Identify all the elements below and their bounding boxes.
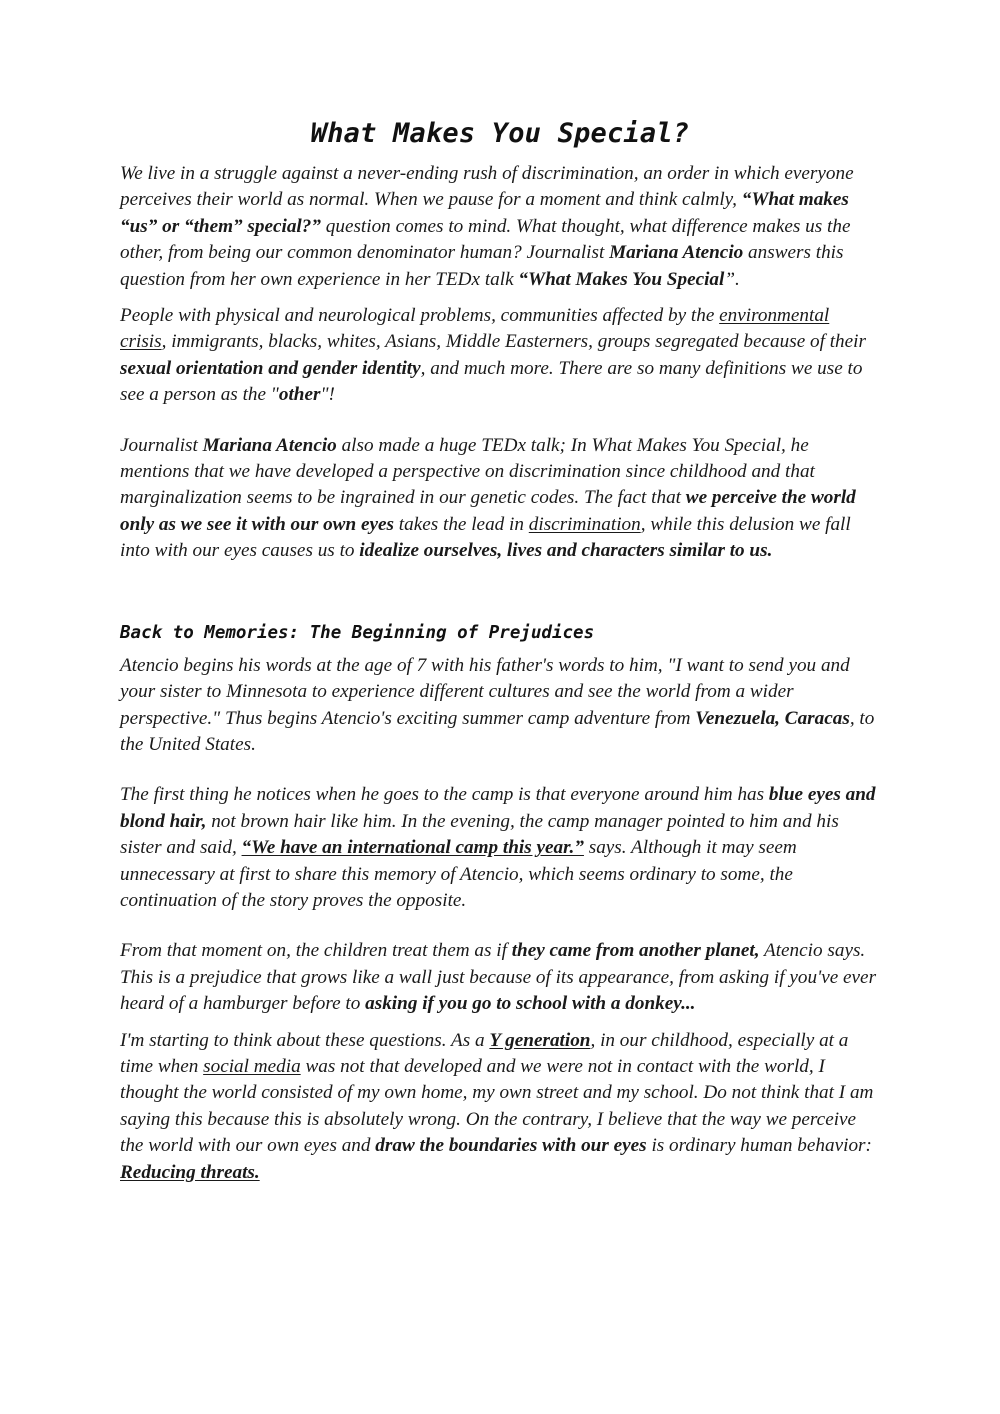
text-run: says. Although it may seem unnecessary at first to share this memory of Atencio, which seems ordinary to some, the continuation of the story proves the opposite. xyxy=(120,837,797,911)
text-run: Atencio says. This is a prejudice that grows like a wall just because of its appearance, from asking if you've ever heard of a hamburger before to xyxy=(120,940,877,1015)
text-run: , and much more. There are so many definitions we use to see a person as the " xyxy=(120,357,863,406)
text-run: , in our childhood, especially at a time when xyxy=(120,1029,849,1077)
bold-underlined-quote: “We have an international camp this year.” xyxy=(241,837,584,859)
underlined-link[interactable]: environmental crisis xyxy=(120,305,830,353)
text-run: takes the lead in xyxy=(393,513,529,535)
bold-text: other xyxy=(278,384,321,406)
underlined-link[interactable]: discrimination xyxy=(528,513,641,535)
document-page xyxy=(120,118,880,1186)
bold-text: we perceive the world only as we see it with our own eyes xyxy=(120,487,856,535)
memories-paragraph xyxy=(120,653,880,759)
underlined-link[interactable]: social media xyxy=(203,1055,301,1077)
bold-text: asking if you go to school with a donkey... xyxy=(365,993,696,1015)
text-run: , immigrants, blacks, whites, Asians, Middle Easterners, groups segregated because of their xyxy=(161,331,866,353)
text-run: also made a huge TEDx talk; In What Makes You Special, he mentions that we have developed a perspective on discrimination since childhood and that marginalization seems to be ingrained in our genetic codes. The fact that xyxy=(120,434,815,509)
bold-text: “What makes “us” or “them” special?” xyxy=(120,189,849,237)
bold-text: Mariana Atencio xyxy=(609,242,744,264)
text-run: , while this delusion we fall into with our eyes causes us to xyxy=(120,513,851,562)
bold-text: idealize ourselves, lives and characters similar to us. xyxy=(359,540,773,562)
section-heading: Back to Memories: The Beginning of Prejudices xyxy=(120,622,595,643)
text-run: I'm starting to think about these questions. As a xyxy=(120,1029,490,1051)
groups-paragraph xyxy=(120,303,880,409)
intro-paragraph xyxy=(120,161,880,293)
text-run: Atencio begins his words at the age of 7 with his father's words to him, "I want to send you and your sister to Minnesota to experience different cultures and see the world from a wider perspective." Thus begins Atencio's exciting summer camp adventure from xyxy=(120,654,850,729)
text-run: The first thing he notices when he goes to the camp is that everyone around him has xyxy=(120,784,769,806)
text-run: is ordinary human behavior: xyxy=(646,1135,872,1157)
text-run: "! xyxy=(320,384,335,406)
text-run: was not that developed and we were not in contact with the world, I thought the world consisted of my own home, my own street and my school. Do not think that I am saying this because this is absolutely wrong. On the contrary, I believe that the way we perceive the world with our own eyes and xyxy=(120,1055,874,1157)
text-run: answers this question from her own experience in her TEDx talk xyxy=(120,242,844,290)
text-run: We live in a struggle against a never-ending rush of discrimination, an order in which everyone perceives their world as normal. When we pause for a moment and think calmly, xyxy=(120,163,854,211)
text-run: From that moment on, the children treat them as if xyxy=(120,940,512,962)
bold-text: Venezuela, Caracas xyxy=(695,707,850,729)
bold-text: blue eyes and blond hair, xyxy=(120,784,876,832)
reflection-paragraph xyxy=(120,1028,880,1186)
text-run: ”. xyxy=(724,268,740,290)
bold-text: sexual orientation and gender identity xyxy=(120,357,421,379)
bold-text: Mariana Atencio xyxy=(202,434,337,456)
text-run: People with physical and neurological problems, communities affected by the xyxy=(120,305,720,327)
text-run: question comes to mind. What thought, what difference makes us the other, from being our common denominator human? Journalist xyxy=(120,215,851,264)
underlined-link[interactable]: Y generation xyxy=(489,1029,591,1051)
bold-text: “What Makes You Special xyxy=(518,268,725,290)
tedx-paragraph xyxy=(120,433,880,565)
bold-text: draw the boundaries with our eyes xyxy=(375,1135,647,1157)
bold-text: they came from another planet, xyxy=(511,940,760,962)
prejudice-paragraph xyxy=(120,938,880,1017)
text-run: , to the United States. xyxy=(120,707,875,755)
underlined-link[interactable]: Reducing threats. xyxy=(120,1161,260,1183)
document-title: What Makes You Special? xyxy=(310,118,690,149)
camp-paragraph xyxy=(120,782,880,914)
text-run: Journalist xyxy=(120,434,203,456)
text-run: not brown hair like him. In the evening, the camp manager pointed to him and his sister and said, xyxy=(120,810,839,859)
